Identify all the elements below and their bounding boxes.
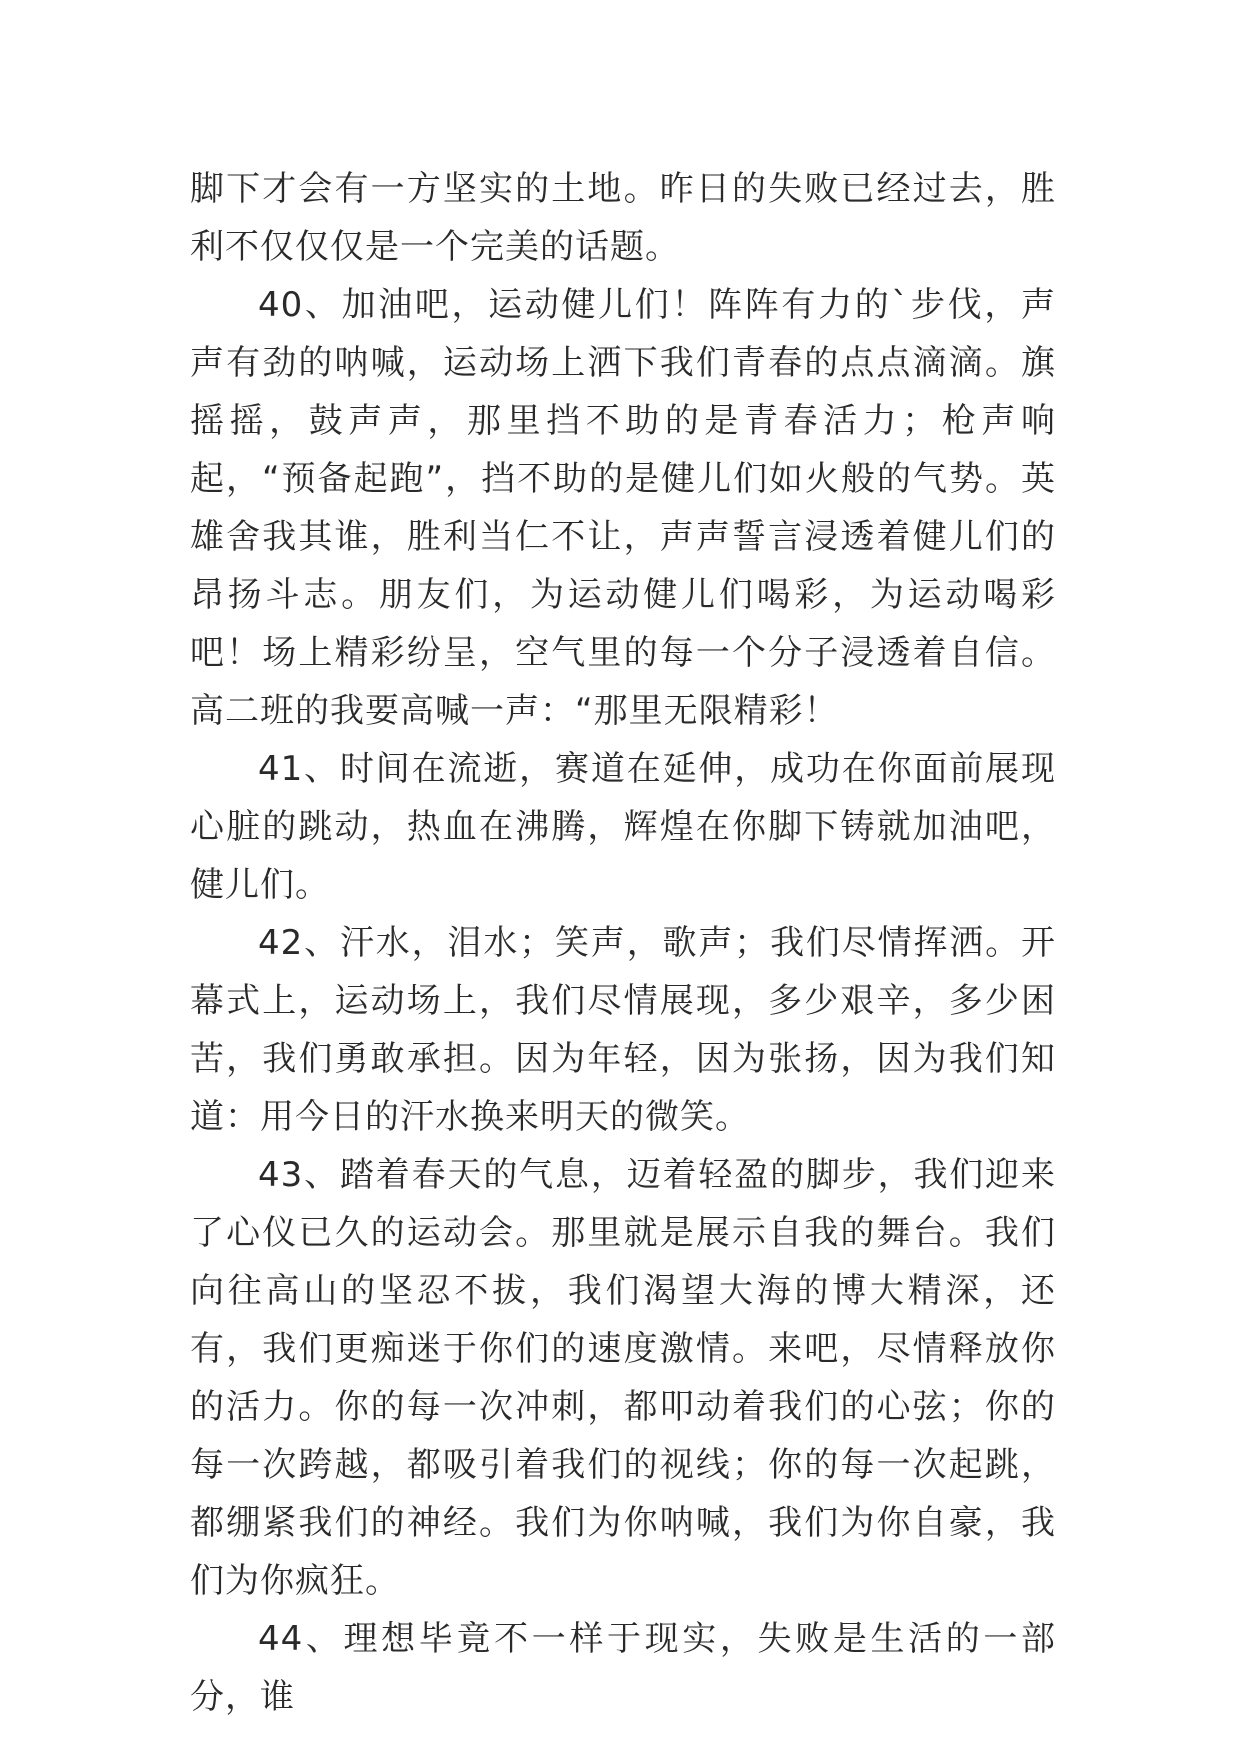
paragraph-43: 43、踏着春天的气息，迈着轻盈的脚步，我们迎来了心仪已久的运动会。那里就是展示自我的舞台。我们向往高山的坚忍不拔，我们渴望大海的博大精深，还有，我们更痴迷于你们的速度激情。来吧，尽情释放你的活力。你的每一次冲刺，都叩动着我们的心弦；你的每一次跨越，都吸引着我们的视线；你的每一次起跳，都绷紧我们的神经。我们为你呐喊，我们为你自豪，我们为你疯狂。 (190, 1155, 1056, 1601)
paragraph-continuation: 脚下才会有一方坚实的土地。昨日的失败已经过去，胜利不仅仅仅是一个完美的话题。 (190, 169, 1056, 267)
paragraph-41: 41、时间在流逝，赛道在延伸，成功在你面前展现心脏的跳动，热血在沸腾，辉煌在你脚下铸就加油吧，健儿们。 (190, 749, 1056, 905)
paragraph-40: 40、加油吧，运动健儿们！阵阵有力的`步伐，声声有劲的呐喊，运动场上洒下我们青春的点点滴滴。旗摇摇，鼓声声，那里挡不助的是青春活力；枪声响起，“预备起跑”，挡不助的是健儿们如火般的气势。英雄舍我其谁，胜利当仁不让，声声誓言浸透着健儿们的昂扬斗志。朋友们，为运动健儿们喝彩，为运动喝彩吧！场上精彩纷呈，空气里的每一个分子浸透着自信。高二班的我要高喊一声：“那里无限精彩！ (190, 285, 1056, 731)
paragraph-44: 44、理想毕竟不一样于现实，失败是生活的一部分，谁 (190, 1619, 1056, 1717)
document-body (190, 160, 1056, 1726)
paragraph-42: 42、汗水，泪水；笑声，歌声；我们尽情挥洒。开幕式上，运动场上，我们尽情展现，多少艰辛，多少困苦，我们勇敢承担。因为年轻，因为张扬，因为我们知道：用今日的汗水换来明天的微笑。 (190, 923, 1056, 1137)
